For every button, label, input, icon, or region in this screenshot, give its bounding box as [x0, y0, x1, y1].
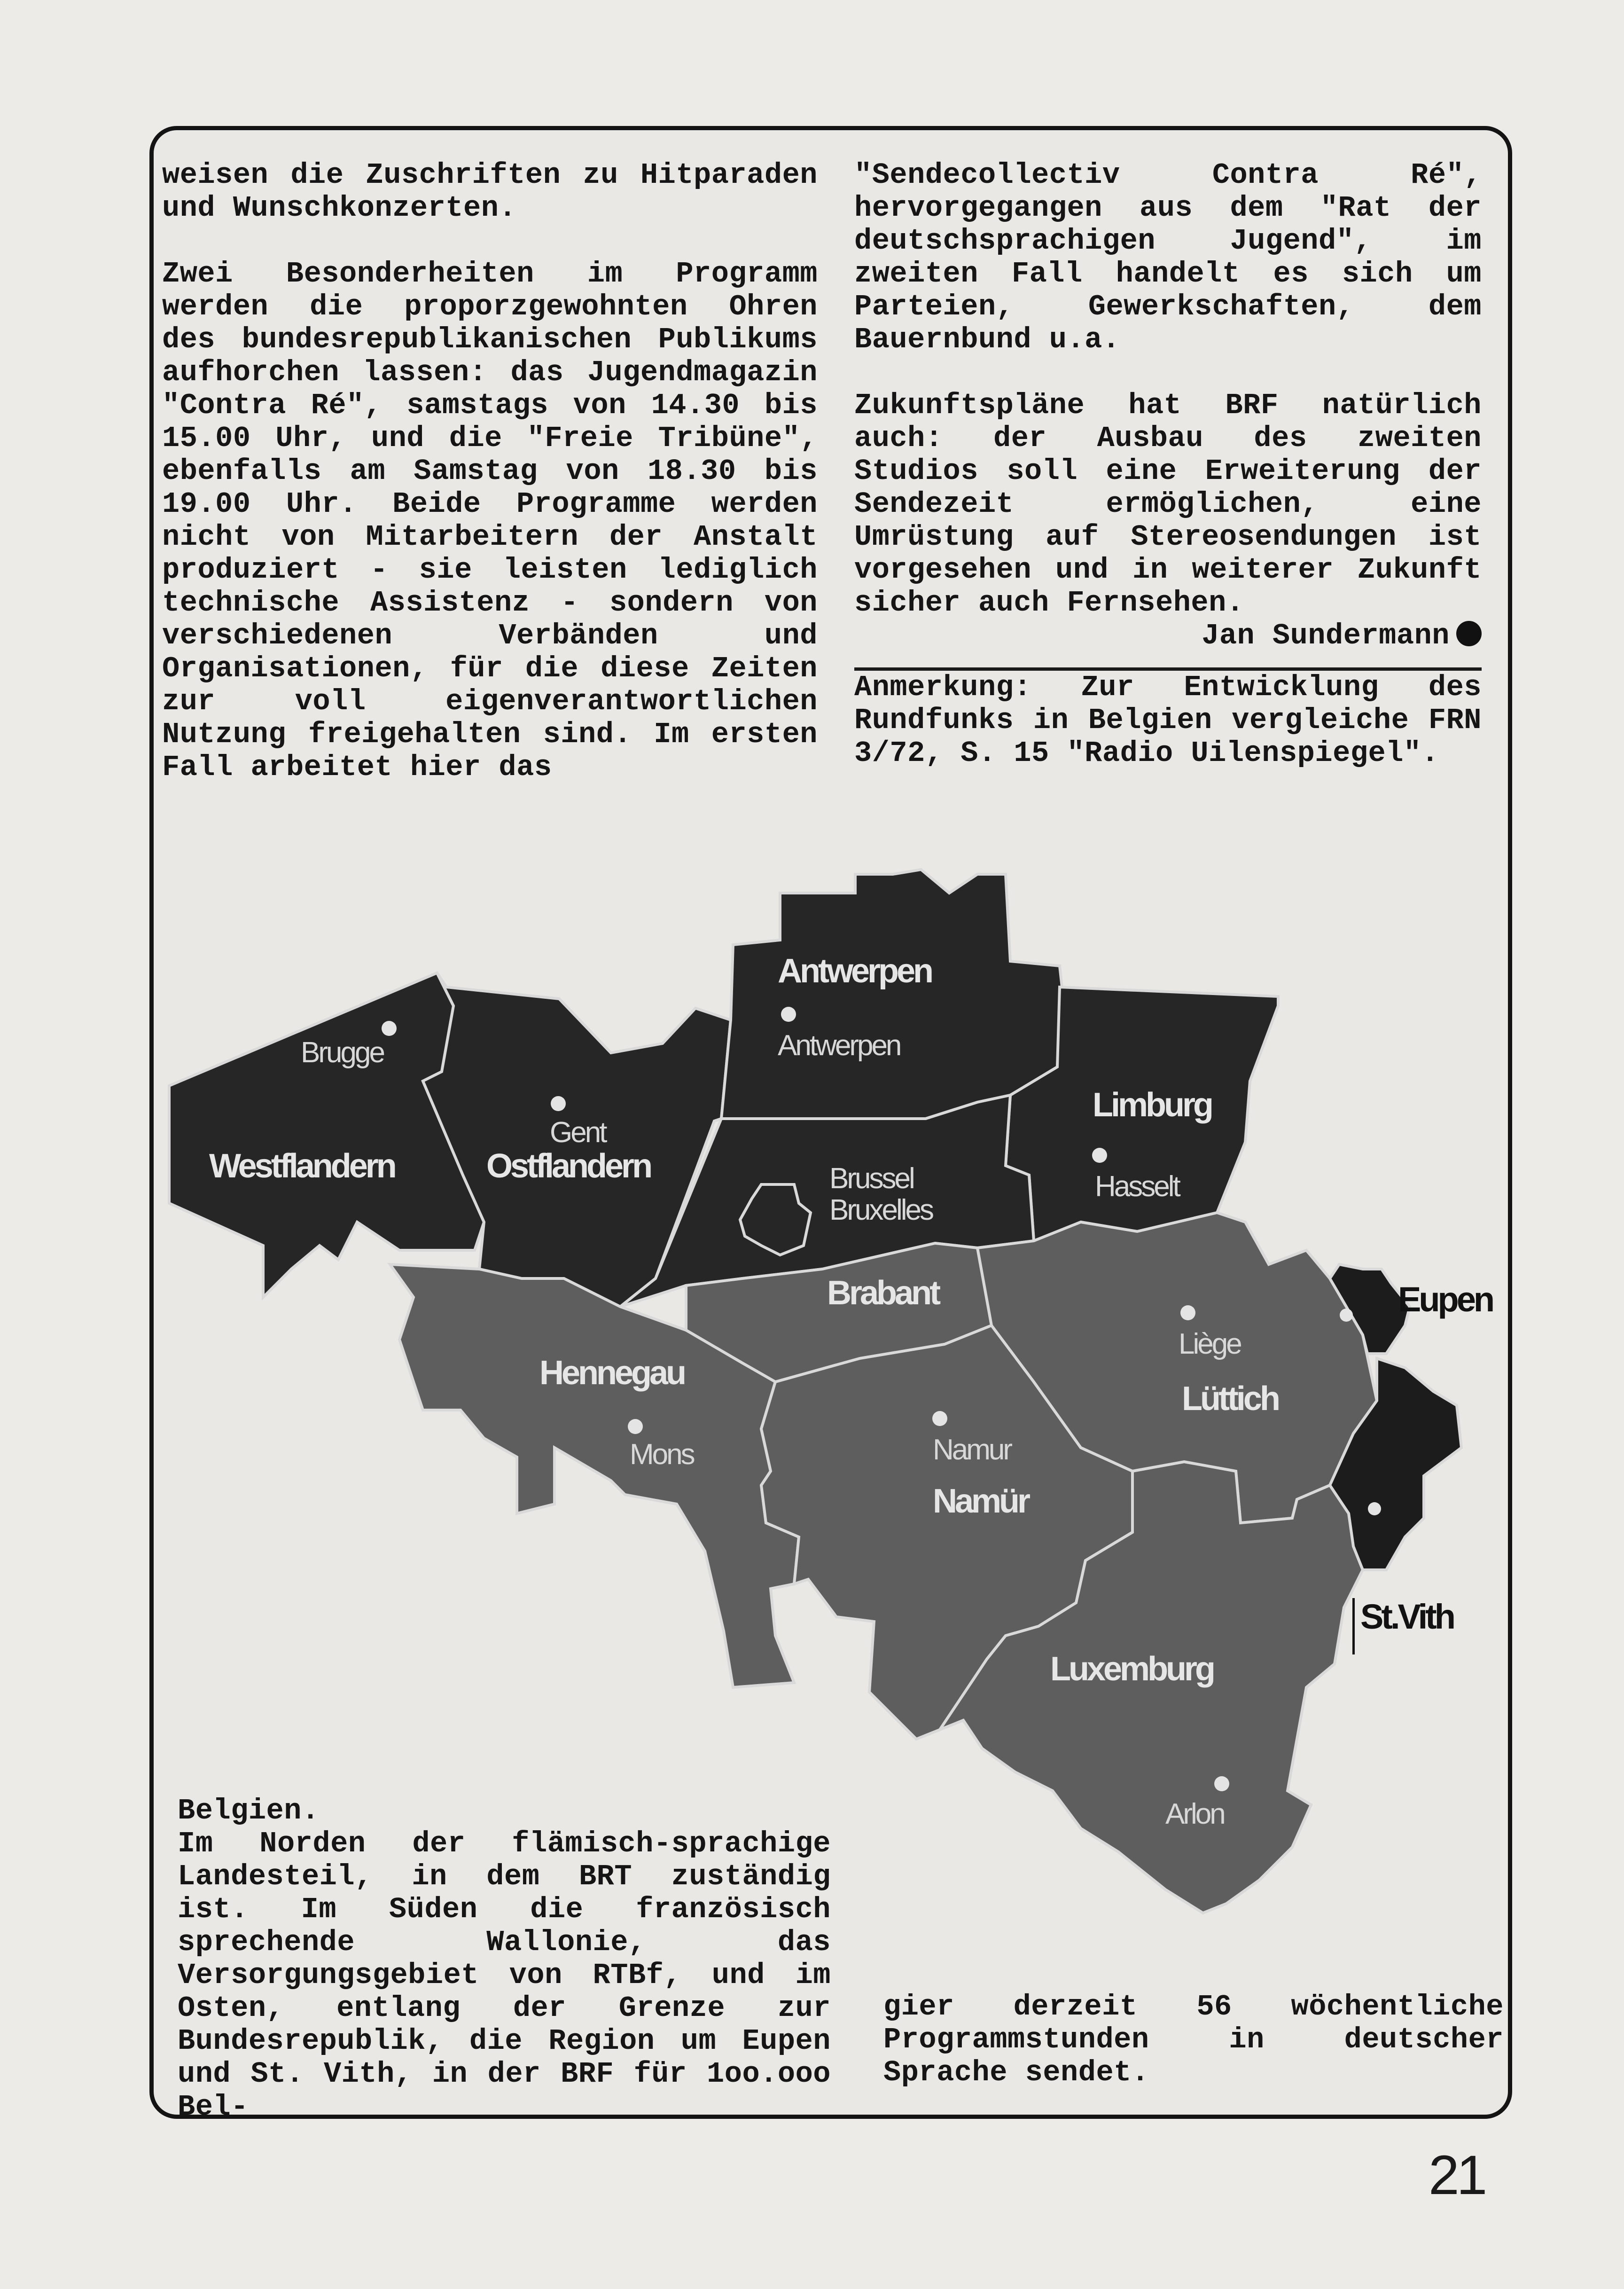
label-antwerpen: Antwerpen [778, 952, 932, 990]
paragraph: weisen die Zuschriften zu Hitparaden und Wunschkonzerten. [162, 158, 818, 225]
paragraph: Zwei Besonderheiten im Programm werden die proporzgewohnten Ohren des bundesrepublikanischen Publikums aufhorchen lassen: das Jugendmagazin "Contra Ré", samstags von 14.30 bis 15.00 Uhr, und die "Freie Tribüne", ebenfalls am Samstag von 18.30 bis 19.00 Uhr. Beide Programme werden nicht von Mitarbeitern der Anstalt produziert - sie leisten lediglich technische Assistenz - sondern von verschiedenen Verbänden und Organisationen, für die diese Zeiten zur voll eigenverantwortlichen Nutzung freigehalten sind. Im ersten Fall arbeitet hier das [162, 257, 818, 784]
caption-body: Im Norden der flämisch-sprachige Landesteil, in dem BRT zuständig ist. Im Süden die französisch sprechende Wallonie, das Versorgungsgebiet von RTBf, und im Osten, entlang der Grenze zur Bundesrepublik, die Region um Eupen und St. Vith, in der BRF für 1oo.ooo Bel- [178, 1827, 831, 2124]
stvith-dot [1368, 1502, 1381, 1515]
city-dot [781, 1007, 796, 1022]
city-dot [1180, 1305, 1195, 1320]
city-dot [1092, 1148, 1107, 1163]
label-namuer: Namür [933, 1482, 1029, 1520]
label-brussel: Brussel [829, 1162, 914, 1195]
label-antwerpen-city: Antwerpen [778, 1029, 900, 1062]
label-mons: Mons [630, 1438, 694, 1471]
label-westflandern: Westflandern [209, 1147, 395, 1185]
label-bruxelles: Bruxelles [829, 1194, 932, 1226]
label-namur: Namur [933, 1434, 1011, 1466]
caption-title: Belgien. [178, 1794, 320, 1827]
label-arlon: Arlon [1165, 1798, 1224, 1830]
page-number: 21 [1429, 2144, 1485, 2206]
label-luxemburg: Luxemburg [1050, 1650, 1214, 1688]
city-dot [932, 1411, 947, 1426]
eupen-dot [1340, 1309, 1353, 1322]
label-hennegau: Hennegau [539, 1354, 685, 1392]
label-stvith: St.Vith [1360, 1597, 1453, 1636]
caption-right [883, 1991, 1504, 2089]
label-luettich: Lüttich [1182, 1380, 1278, 1418]
label-brabant: Brabant [827, 1274, 939, 1312]
paragraph: Zukunftspläne hat BRF natürlich auch: der Ausbau des zweiten Studios soll eine Erweiterung der Sendezeit ermöglichen, eine Umrüstung auf Stereosendungen ist vorgesehen und in weiterer Zukunft sicher auch Fernsehen. [854, 389, 1482, 619]
label-limburg: Limburg [1093, 1086, 1211, 1124]
label-hasselt: Hasselt [1095, 1170, 1179, 1203]
city-dot [1214, 1776, 1229, 1791]
caption-left [178, 1795, 831, 2124]
label-brugge: Brugge [301, 1036, 383, 1069]
note: Anmerkung: Zur Entwicklung des Rundfunks in Belgien vergleiche FRN 3/72, S. 15 "Radio Uilenspiegel". [854, 671, 1482, 770]
city-dot [382, 1021, 397, 1036]
author-name: Jan Sundermann [1202, 619, 1450, 652]
stvith-tick [1352, 1598, 1355, 1654]
province-westflandern [169, 973, 484, 1297]
label-gent: Gent [550, 1116, 606, 1149]
paragraph: "Sendecollectiv Contra Ré", hervorgegangen aus dem "Rat der deutschsprachigen Jugend", im zweiten Fall handelt es sich um Parteien, Gewerkschaften, dem Bauernbund u.a. [854, 158, 1482, 356]
province-antwerpen [721, 870, 1062, 1119]
label-liege: Liège [1179, 1328, 1241, 1360]
city-dot [628, 1419, 643, 1434]
label-eupen: Eupen [1398, 1280, 1493, 1319]
city-dot [551, 1096, 566, 1111]
label-ostflandern: Ostflandern [486, 1147, 651, 1185]
caption-continued: gier derzeit 56 wöchentliche Programmstunden in deutscher Sprache sendet. [883, 1990, 1504, 2089]
